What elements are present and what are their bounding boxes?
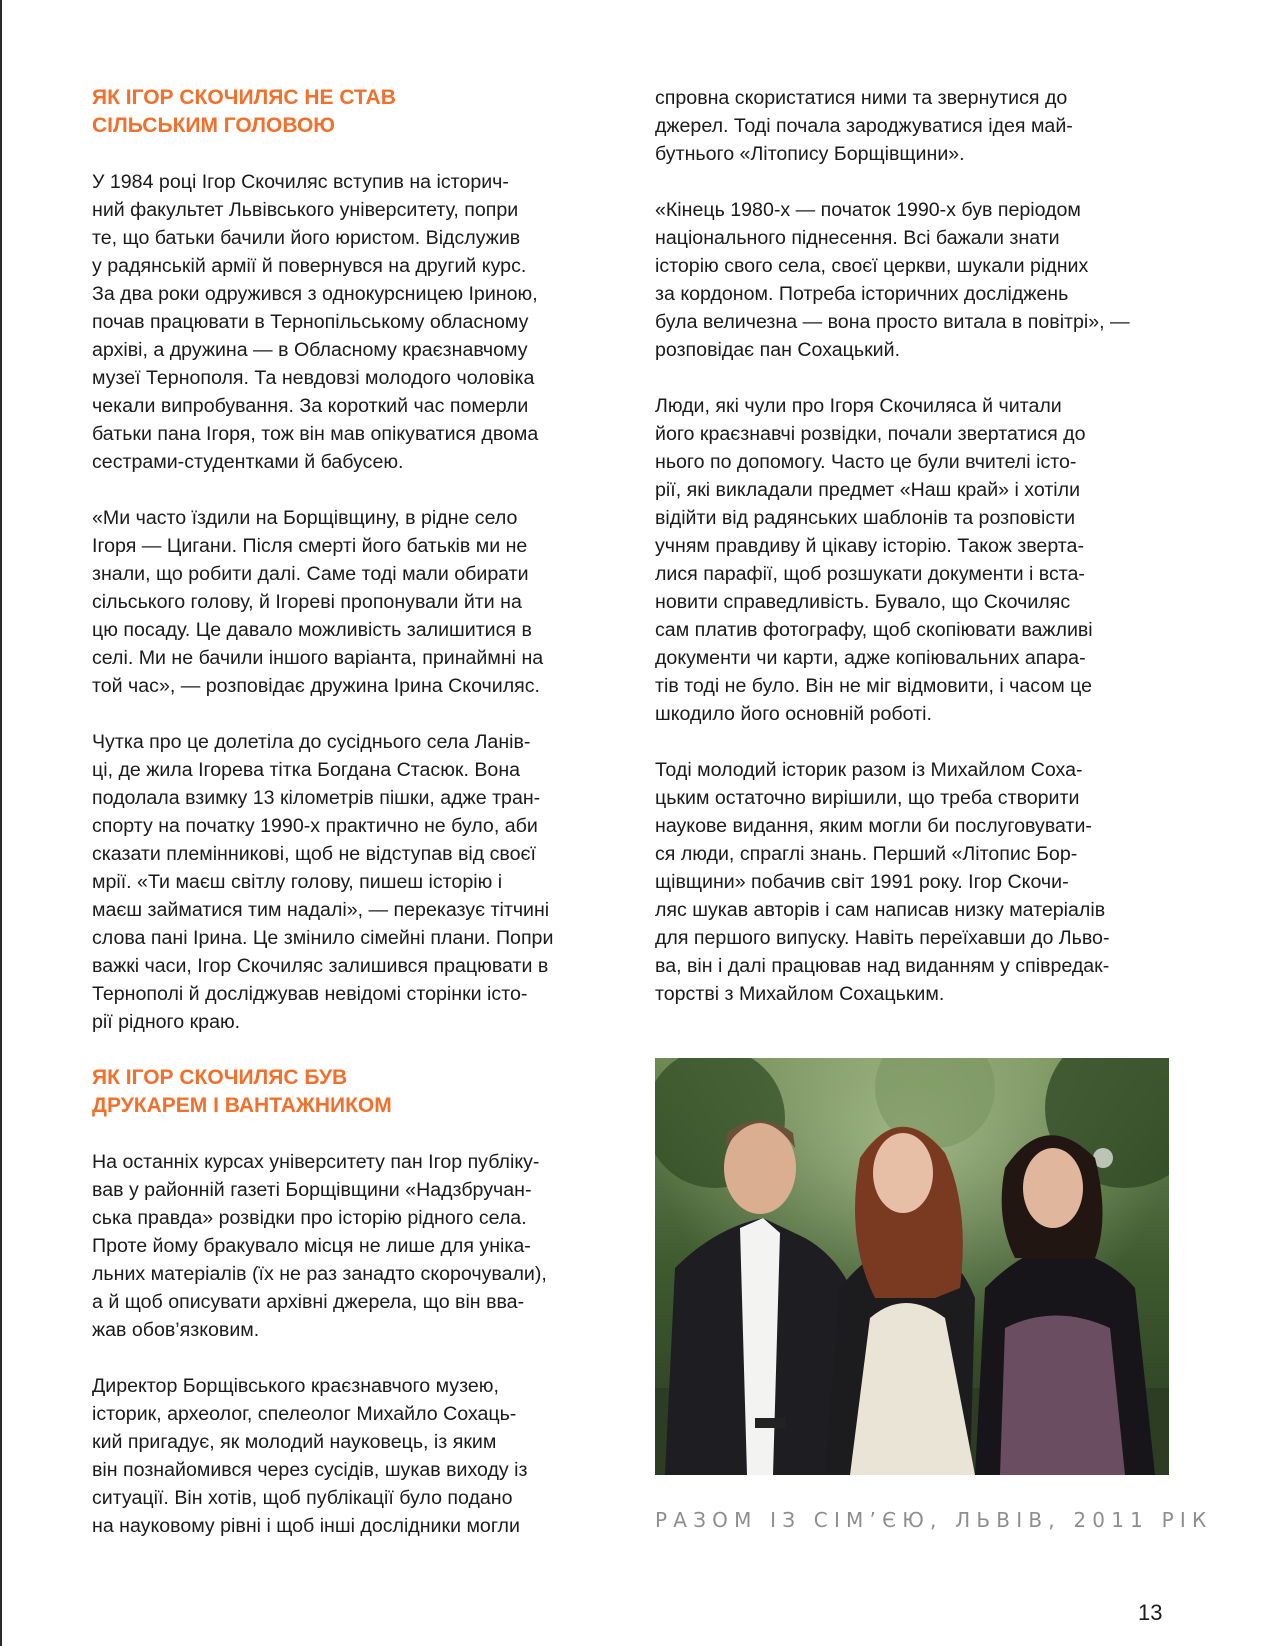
text-line: рії, які викладали предмет «Наш край» і хотіли xyxy=(655,479,1081,501)
paragraph xyxy=(655,196,1167,364)
text-line: джерел. Тоді почала зароджуватися ідея май- xyxy=(655,115,1073,137)
text-line: знали, що робити далі. Саме тоді мали обирати xyxy=(92,563,529,585)
text-line: лися парафії, щоб розшукати документи і вста- xyxy=(655,563,1085,585)
text-line: нього по допомогу. Часто це були вчителі істо- xyxy=(655,451,1077,473)
paragraph xyxy=(655,84,1167,168)
text-line: селі. Ми не бачили іншого варіанта, принаймні на xyxy=(92,647,544,669)
text-line: щівщини» побачив світ 1991 року. Ігор Скочи- xyxy=(655,871,1069,893)
text-line: Ігоря — Цигани. Після смерті його батьків ми не xyxy=(92,535,528,557)
text-line: ний факультет Львівського університету, попри xyxy=(92,199,519,221)
text-line: На останніх курсах університету пан Ігор публіку- xyxy=(92,1151,540,1173)
text-line: вав у районній газеті Борщівщини «Надзбручан- xyxy=(92,1179,532,1201)
text-line: За два роки одружився з однокурсницею Іриною, xyxy=(92,283,538,305)
text-line: той час», — розповідає дружина Ірина Скочиляс. xyxy=(92,675,540,697)
text-line: маєш займатися тим надалі», — переказує тітчині xyxy=(92,899,550,921)
text-line: жав обов’язковим. xyxy=(92,1319,260,1341)
text-line: почав працювати в Тернопільському обласному xyxy=(92,311,529,333)
text-line: мрії. «Ти маєш світлу голову, пишеш історію і xyxy=(92,871,503,893)
text-line: Директор Борщівського краєзнавчого музею, xyxy=(92,1375,499,1397)
text-line: бутнього «Літопису Борщівщини». xyxy=(655,143,965,165)
text-line: він познайомився через сусідів, шукав виходу із xyxy=(92,1459,528,1481)
right-column xyxy=(655,84,1167,1008)
text-line: шкодило його основній роботі. xyxy=(655,703,932,725)
text-line: подолала взимку 13 кілометрів пішки, адже тран- xyxy=(92,787,541,809)
text-line: ситуації. Він хотів, щоб публікації було подано xyxy=(92,1487,513,1509)
paragraph xyxy=(92,504,600,700)
text-line: була величезна — вона просто витала в повітрі», — xyxy=(655,311,1130,333)
heading-line: СІЛЬСЬКИМ ГОЛОВОЮ xyxy=(92,114,335,137)
section-heading-printer xyxy=(92,1064,600,1120)
text-line: музеї Тернополя. Та невдовзі молодого чоловіка xyxy=(92,367,535,389)
text-line: сказати племінникові, щоб не відступав від своєї xyxy=(92,843,536,865)
text-line: сестрами-студентками й бабусею. xyxy=(92,451,404,473)
text-line: рії рідного краю. xyxy=(92,1011,241,1033)
text-line: ва, він і далі працював над виданням у співредак- xyxy=(655,955,1110,977)
text-line: сільського голову, й Ігореві пропонували йти на xyxy=(92,591,522,613)
photo-caption: РАЗОМ ІЗ СІМ’ЄЮ, ЛЬВІВ, 2011 РІК xyxy=(655,1508,1213,1532)
text-line: важкі часи, Ігор Скочиляс залишився працювати в xyxy=(92,955,549,977)
text-line: Тернополі й досліджував невідомі сторінки істо- xyxy=(92,983,528,1005)
heading-line: ДРУКАРЕМ І ВАНТАЖНИКОМ xyxy=(92,1094,392,1117)
text-line: тів тоді не було. Він не міг відмовити, і часом це xyxy=(655,675,1093,697)
paragraph xyxy=(655,756,1167,1008)
text-line: «Ми часто їздили на Борщівщину, в рідне село xyxy=(92,507,518,529)
heading-line: ЯК ІГОР СКОЧИЛЯС БУВ xyxy=(92,1066,348,1089)
text-line: батьки пана Ігоря, тож він мав опікуватися двома xyxy=(92,423,539,445)
text-line: сам платив фотографу, щоб скопіювати важливі xyxy=(655,619,1093,641)
text-line: Проте йому бракувало місця не лише для уніка- xyxy=(92,1235,531,1257)
text-line: ці, де жила Ігорева тітка Богдана Стасюк. Вона xyxy=(92,759,521,781)
heading-line: ЯК ІГОР СКОЧИЛЯС НЕ СТАВ xyxy=(92,86,396,109)
text-line: для першого випуску. Навіть переїхавши до Льво- xyxy=(655,927,1110,949)
text-line: кий пригадує, як молодий науковець, із яким xyxy=(92,1431,497,1453)
text-line: документи чи карти, адже копіювальних апара- xyxy=(655,647,1086,669)
text-line: у радянській армії й повернувся на другий курс. xyxy=(92,255,527,277)
text-line: новити справедливість. Бувало, що Скочиляс xyxy=(655,591,1071,613)
text-line: архіві, а дружина — в Обласному краєзнавчому xyxy=(92,339,528,361)
text-line: ляс шукав авторів і сам написав низку матеріалів xyxy=(655,899,1106,921)
text-line: льних матеріалів (їх не раз занадто скорочували), xyxy=(92,1263,547,1285)
paragraph xyxy=(92,1372,600,1540)
text-line: на науковому рівні і щоб інші дослідники могли xyxy=(92,1515,520,1537)
text-line: Люди, які чули про Ігоря Скочиляса й читали xyxy=(655,395,1062,417)
text-line: те, що батьки бачили його юристом. Відслужив xyxy=(92,227,521,249)
text-line: розповідає пан Сохацький. xyxy=(655,339,901,361)
text-line: спорту на початку 1990-х практично не було, аби xyxy=(92,815,538,837)
text-line: чекали випробування. За короткий час померли xyxy=(92,395,529,417)
paragraph xyxy=(655,392,1167,728)
paragraph xyxy=(92,1148,600,1344)
left-column xyxy=(92,84,600,1540)
text-line: історик, археолог, спелеолог Михайло Сохаць- xyxy=(92,1403,517,1425)
text-line: учням правдиву й цікаву історію. Також зверта- xyxy=(655,535,1084,557)
paragraph xyxy=(92,728,600,1036)
text-line: національного піднесення. Всі бажали знати xyxy=(655,227,1060,249)
text-line: ська правда» розвідки про історію рідного села. xyxy=(92,1207,527,1229)
section-heading-village-head xyxy=(92,84,600,140)
text-line: цю посаду. Це давало можливість залишитися в xyxy=(92,619,532,641)
text-line: «Кінець 1980-х — початок 1990-х був періодом xyxy=(655,199,1081,221)
text-line: відійти від радянських шаблонів та розповісти xyxy=(655,507,1076,529)
page-number: 13 xyxy=(1138,1600,1163,1625)
text-line: торстві з Михайлом Сохацьким. xyxy=(655,983,945,1005)
text-line: Чутка про це долетіла до сусіднього села Ланів- xyxy=(92,731,531,753)
family-photo xyxy=(655,1058,1169,1475)
text-line: за кордоном. Потреба історичних досліджень xyxy=(655,283,1069,305)
paragraph xyxy=(92,168,600,476)
text-line: наукове видання, яким могли би послуговувати- xyxy=(655,815,1092,837)
text-line: цьким остаточно вирішили, що треба створити xyxy=(655,787,1080,809)
text-line: а й щоб описувати архівні джерела, що він вва- xyxy=(92,1291,525,1313)
text-line: історію свого села, своєї церкви, шукали рідних xyxy=(655,255,1089,277)
text-line: У 1984 році Ігор Скочиляс вступив на історич- xyxy=(92,171,509,193)
page-edge xyxy=(0,0,2,1646)
text-line: спровна скористатися ними та звернутися до xyxy=(655,87,1068,109)
text-line: слова пані Ірина. Це змінило сімейні плани. Попри xyxy=(92,927,554,949)
text-line: Тоді молодий історик разом із Михайлом Соха- xyxy=(655,759,1083,781)
text-line: його краєзнавчі розвідки, почали звертатися до xyxy=(655,423,1086,445)
text-line: ся люди, спраглі знань. Перший «Літопис Бор- xyxy=(655,843,1078,865)
